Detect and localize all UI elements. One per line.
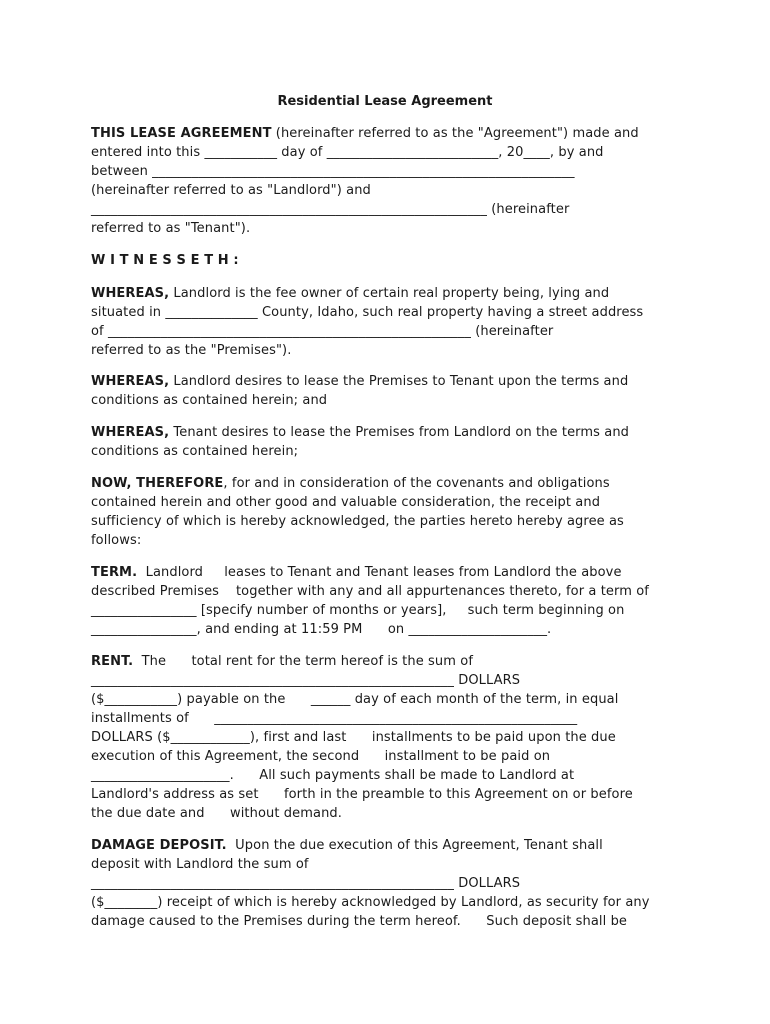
document-line	[91, 304, 643, 321]
document-line	[91, 513, 624, 530]
document-line	[91, 805, 342, 822]
line-text: Landlord leases to Tenant and Tenant leases from Landlord the above	[137, 565, 622, 580]
line-text: the due date and without demand.	[91, 806, 342, 821]
line-text: installments of _______________________________________________________	[91, 711, 578, 726]
document-line	[91, 672, 520, 689]
line-text: of _______________________________________________________ (hereinafter	[91, 324, 554, 339]
line-text: ____________________________________________________________ (hereinafter	[91, 202, 570, 217]
bold-heading: W I T N E S S E T H :	[91, 253, 239, 268]
line-text: _______________________________________________________ DOLLARS	[91, 673, 521, 688]
document-line	[91, 583, 649, 600]
document-line	[91, 252, 239, 269]
document-line	[91, 875, 520, 892]
document-line	[91, 532, 141, 549]
line-text: DOLLARS ($____________), first and last installments to be paid upon the due	[91, 730, 616, 745]
bold-heading: THIS LEASE AGREEMENT	[91, 126, 272, 141]
document-line	[91, 729, 616, 746]
document-line	[91, 710, 577, 727]
document-title: Residential Lease Agreement	[277, 94, 493, 109]
line-text: conditions as contained herein; and	[91, 393, 328, 408]
document-line	[91, 621, 551, 638]
document-line	[91, 856, 309, 873]
document-line	[91, 220, 250, 237]
line-text: ________________, and ending at 11:59 PM on _____________________.	[91, 622, 552, 637]
line-text: between ________________________________________________________________	[91, 164, 575, 179]
bold-heading: WHEREAS,	[91, 425, 170, 440]
document-line	[91, 342, 291, 359]
line-text: ________________ [specify number of months or years], such term beginning on	[91, 603, 625, 618]
line-text: Landlord's address as set forth in the preamble to this Agreement on or before	[91, 787, 633, 802]
document-line	[91, 144, 604, 161]
line-text: Upon the due execution of this Agreement, Tenant shall	[226, 838, 603, 853]
line-text: _____________________. All such payments shall be made to Landlord at	[91, 768, 575, 783]
document-line	[91, 913, 627, 930]
document-line	[91, 201, 569, 218]
document-line	[91, 767, 574, 784]
line-text: execution of this Agreement, the second installment to be paid on	[91, 749, 551, 764]
bold-heading: NOW, THEREFORE	[91, 476, 224, 491]
document-line	[91, 285, 609, 302]
document-line	[91, 475, 610, 492]
line-text: referred to as "Tenant").	[91, 221, 251, 236]
line-text: damage caused to the Premises during the term hereof. Such deposit shall be	[91, 914, 628, 929]
document-line	[91, 392, 327, 409]
line-text: contained herein and other good and valuable consideration, the receipt and	[91, 495, 601, 510]
document-line	[91, 837, 603, 854]
line-text: ($________) receipt of which is hereby acknowledged by Landlord, as security for any	[91, 895, 650, 910]
bold-heading: RENT.	[91, 654, 134, 669]
line-text: The total rent for the term hereof is the sum of	[133, 654, 473, 669]
line-text: sufficiency of which is hereby acknowledged, the parties hereto hereby agree as	[91, 514, 624, 529]
document-line	[91, 443, 298, 460]
line-text: _______________________________________________________ DOLLARS	[91, 876, 521, 891]
line-text: Landlord is the fee owner of certain real property being, lying and	[169, 286, 610, 301]
document-line	[91, 373, 628, 390]
document-line	[91, 653, 473, 670]
document-line	[91, 323, 553, 340]
line-text: entered into this ___________ day of __________________________, 20____, by and	[91, 145, 604, 160]
bold-heading: DAMAGE DEPOSIT.	[91, 838, 227, 853]
line-text: situated in ______________ County, Idaho, such real property having a street address	[91, 305, 644, 320]
line-text: referred to as the "Premises").	[91, 343, 292, 358]
line-text: Landlord desires to lease the Premises to Tenant upon the terms and	[169, 374, 629, 389]
document-line	[91, 748, 550, 765]
line-text: Tenant desires to lease the Premises from Landlord on the terms and	[169, 425, 630, 440]
document-line	[91, 494, 600, 511]
document-line	[91, 424, 629, 441]
line-text: , for and in consideration of the covenants and obligations	[223, 476, 610, 491]
document-line	[91, 786, 633, 803]
document-line	[91, 602, 624, 619]
line-text: (hereinafter referred to as the "Agreement") made and	[271, 126, 639, 141]
document-line	[91, 894, 650, 911]
bold-heading: TERM.	[91, 565, 138, 580]
line-text: deposit with Landlord the sum of	[91, 857, 309, 872]
document-line	[91, 163, 575, 180]
bold-heading: WHEREAS,	[91, 286, 170, 301]
line-text: ($___________) payable on the ______ day of each month of the term, in equal	[91, 692, 619, 707]
line-text: follows:	[91, 533, 142, 548]
line-text: conditions as contained herein;	[91, 444, 299, 459]
line-text: (hereinafter referred to as "Landlord") and	[91, 183, 371, 198]
bold-heading: WHEREAS,	[91, 374, 170, 389]
document-line	[91, 691, 618, 708]
document-line	[91, 125, 639, 142]
document-line	[91, 564, 622, 581]
document-line	[91, 182, 371, 199]
line-text: described Premises together with any and all appurtenances thereto, for a term of	[91, 584, 649, 599]
